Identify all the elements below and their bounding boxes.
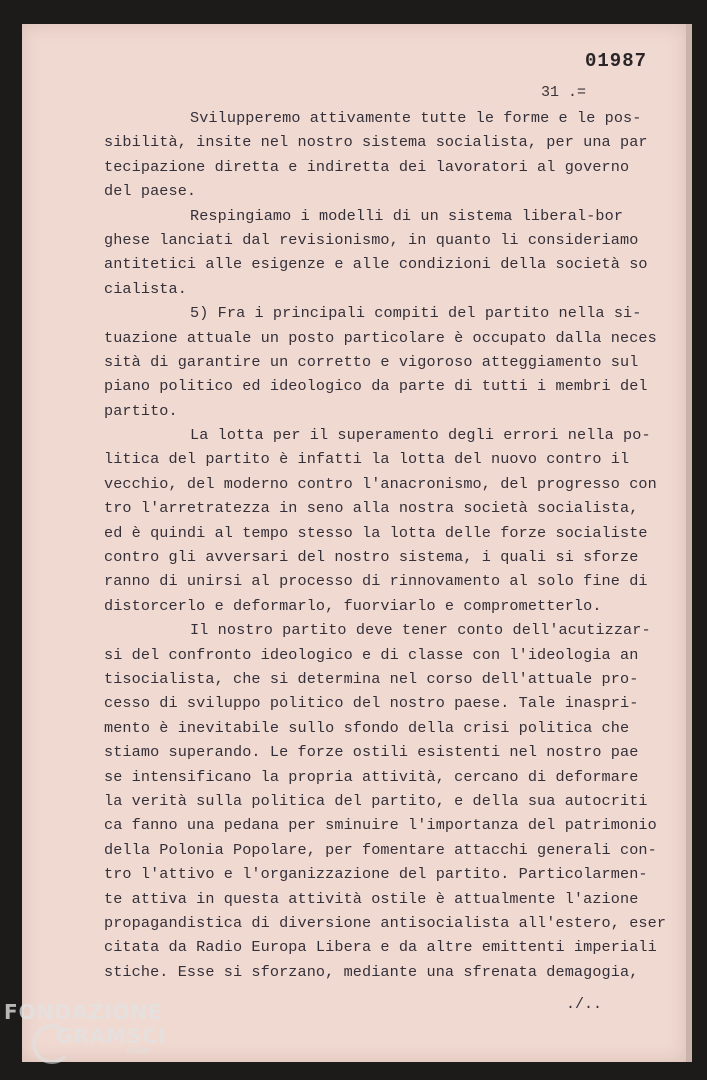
- text-line: se intensificano la propria attività, cercano di deformare: [104, 767, 639, 786]
- text-line: 5) Fra i principali compiti del partito nella si-: [190, 304, 642, 323]
- text-line: cialista.: [104, 279, 187, 298]
- text-line: partito.: [104, 401, 178, 420]
- watermark-line2: GRAMSCI: [56, 1024, 167, 1048]
- text-line: della Polonia Popolare, per fomentare attacchi generali con-: [104, 840, 657, 859]
- continuation-mark: ./..: [566, 996, 603, 1013]
- text-line: citata da Radio Europa Libera e da altre emittenti imperiali: [104, 938, 657, 957]
- text-line: La lotta per il superamento degli errori nella po-: [190, 426, 651, 445]
- text-line: tro l'arretratezza in seno alla nostra società socialista,: [104, 499, 639, 518]
- text-line: ghese lanciati dal revisionismo, in quanto li consideriamo: [104, 230, 639, 249]
- text-line: contro gli avversari del nostro sistema, i quali si sforze: [104, 548, 639, 567]
- archive-number: 01987: [585, 50, 648, 72]
- page-edge: [686, 24, 692, 1062]
- gramsci-logo-icon: [32, 1024, 72, 1064]
- text-line: tecipazione diretta e indiretta dei lavoratori al governo: [104, 157, 630, 176]
- text-line: ranno di unirsi al processo di rinnovamento al solo fine di: [104, 572, 648, 591]
- fondazione-gramsci-watermark: [4, 1000, 167, 1056]
- text-line: si del confronto ideologico e di classe con l'ideologia an: [104, 645, 639, 664]
- text-line: Respingiamo i modelli di un sistema liberal-bor: [190, 206, 624, 225]
- text-line: tisocialista, che si determina nel corso dell'attuale pro-: [104, 669, 639, 688]
- text-line: stiche. Esse si sforzano, mediante una sfrenata demagogia,: [104, 962, 639, 981]
- watermark-line1: FONDAZIONE: [4, 1000, 163, 1024]
- text-line: litica del partito è infatti la lotta del nuovo contro il: [104, 450, 630, 469]
- document-body: [104, 106, 667, 984]
- text-line: tro l'attivo e l'organizzazione del partito. Particolarmen-: [104, 865, 648, 884]
- text-line: Il nostro partito deve tener conto dell'acutizzar-: [190, 621, 651, 640]
- text-line: ca fanno una pedana per sminuire l'importanza del patrimonio: [104, 816, 657, 835]
- text-line: piano politico ed ideologico da parte di tutti i membri del: [104, 377, 648, 396]
- text-line: sità di garantire un corretto e vigoroso atteggiamento sul: [104, 352, 639, 371]
- text-line: te attiva in questa attività ostile è attualmente l'azione: [104, 889, 639, 908]
- text-line: sibilità, insite nel nostro sistema socialista, per una par: [104, 133, 648, 152]
- text-line: mento è inevitabile sullo sfondo della crisi politica che: [104, 718, 630, 737]
- text-line: vecchio, del moderno contro l'anacronismo, del progresso con: [104, 474, 657, 493]
- watermark-suffix: onlus: [126, 1046, 151, 1056]
- text-line: cesso di sviluppo politico del nostro paese. Tale inaspri-: [104, 694, 639, 713]
- text-line: Svilupperemo attivamente tutte le forme e le pos-: [190, 109, 642, 127]
- text-line: distorcerlo e deformarlo, fuorviarlo e comprometterlo.: [104, 596, 602, 615]
- text-line: propagandistica di diversione antisocialista all'estero, eser: [104, 913, 667, 932]
- text-line: stiamo superando. Le forze ostili esistenti nel nostro pae: [104, 743, 639, 762]
- text-line: tuazione attuale un posto particolare è occupato dalla neces: [104, 328, 657, 347]
- text-line: antitetici alle esigenze e alle condizioni della società so: [104, 255, 648, 274]
- page-number: 31 .=: [541, 84, 587, 101]
- text-line: del paese.: [104, 182, 197, 201]
- text-line: la verità sulla politica del partito, e della sua autocriti: [104, 791, 648, 810]
- text-line: ed è quindi al tempo stesso la lotta delle forze socialiste: [104, 523, 648, 542]
